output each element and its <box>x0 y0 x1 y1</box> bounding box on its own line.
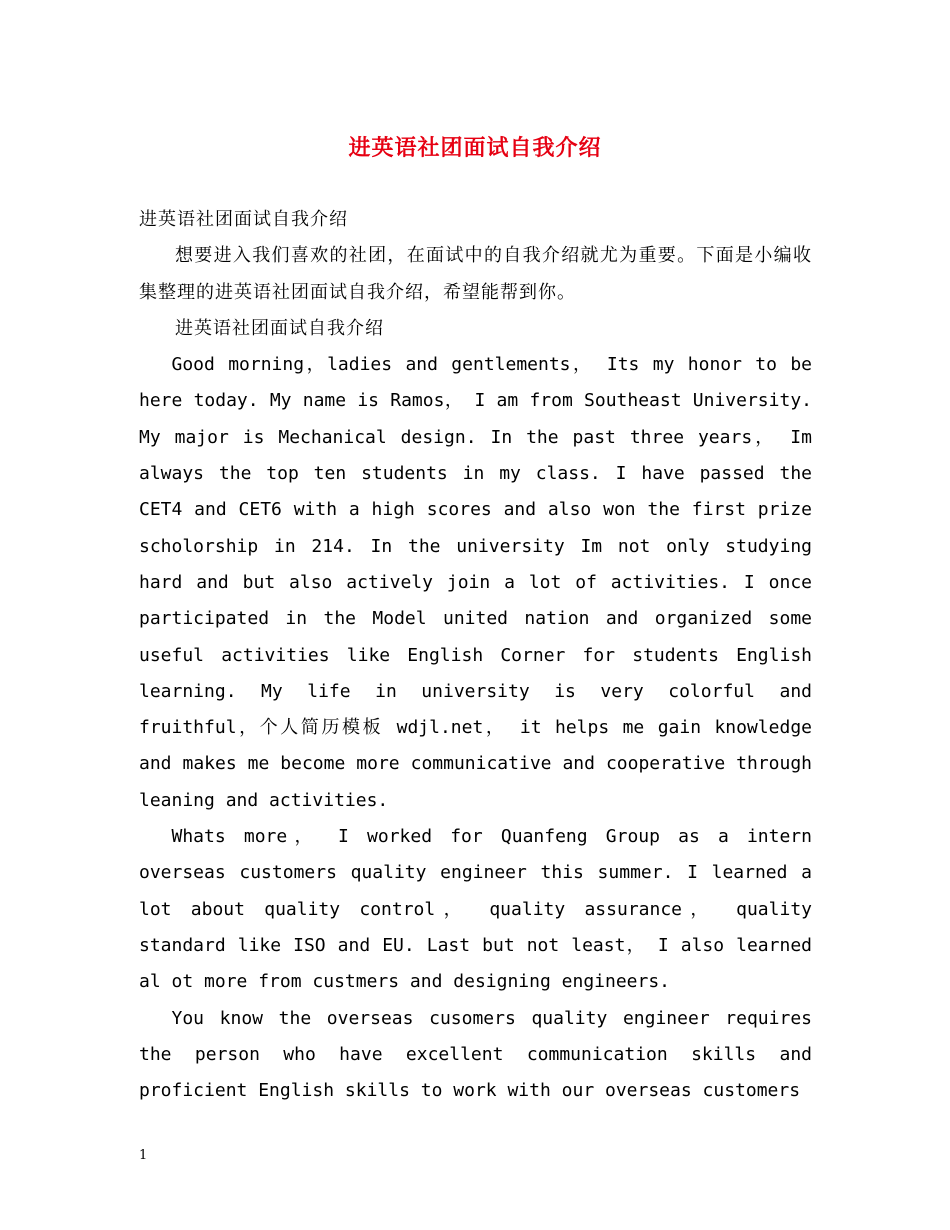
subsection-heading: 进英语社团面试自我介绍 <box>175 317 384 339</box>
body-paragraph-1: Good morning，ladies and gentlements， Its my honor to be here today. My name is Ramos， I am from Southeast University. My major is Mechanical design. In the past three years， Im always the top ten students in my class. I have passed the CET4 and CET6 with a high scores and also won the first prize scholorship in 214. In the university Im not only studying hard and but also actively join a lot of activities. I once participated in the Model united nation and organized some useful activities like English Corner for students English learning. My life in university is very colorful and fruithful，个人简历模板 wdjl.net， it helps me gain knowledge and makes me become more communicative and cooperative through leaning and activities. <box>139 354 812 811</box>
section-heading: 进英语社团面试自我介绍 <box>139 209 348 230</box>
page-number: 1 <box>139 1148 148 1163</box>
document-title: 进英语社团面试自我介绍 <box>348 135 602 161</box>
document-body <box>139 202 812 1109</box>
intro-paragraph: 想要进入我们喜欢的社团，在面试中的自我介绍就尤为重要。下面是小编收集整理的进英语社团面试自我介绍，希望能帮到你。 <box>139 245 812 303</box>
body-paragraph-3: You know the overseas cusomers quality engineer requires the person who have excellent communication skills and proficient English skills to work with our overseas customers <box>139 1007 812 1102</box>
body-paragraph-2: Whats more， I worked for Quanfeng Group as a intern overseas customers quality engineer this summer. I learned a lot about quality control， quality assurance， quality standard like ISO and EU. Last but not least， I also learned al ot more from custmers and designing engineers. <box>139 826 812 993</box>
